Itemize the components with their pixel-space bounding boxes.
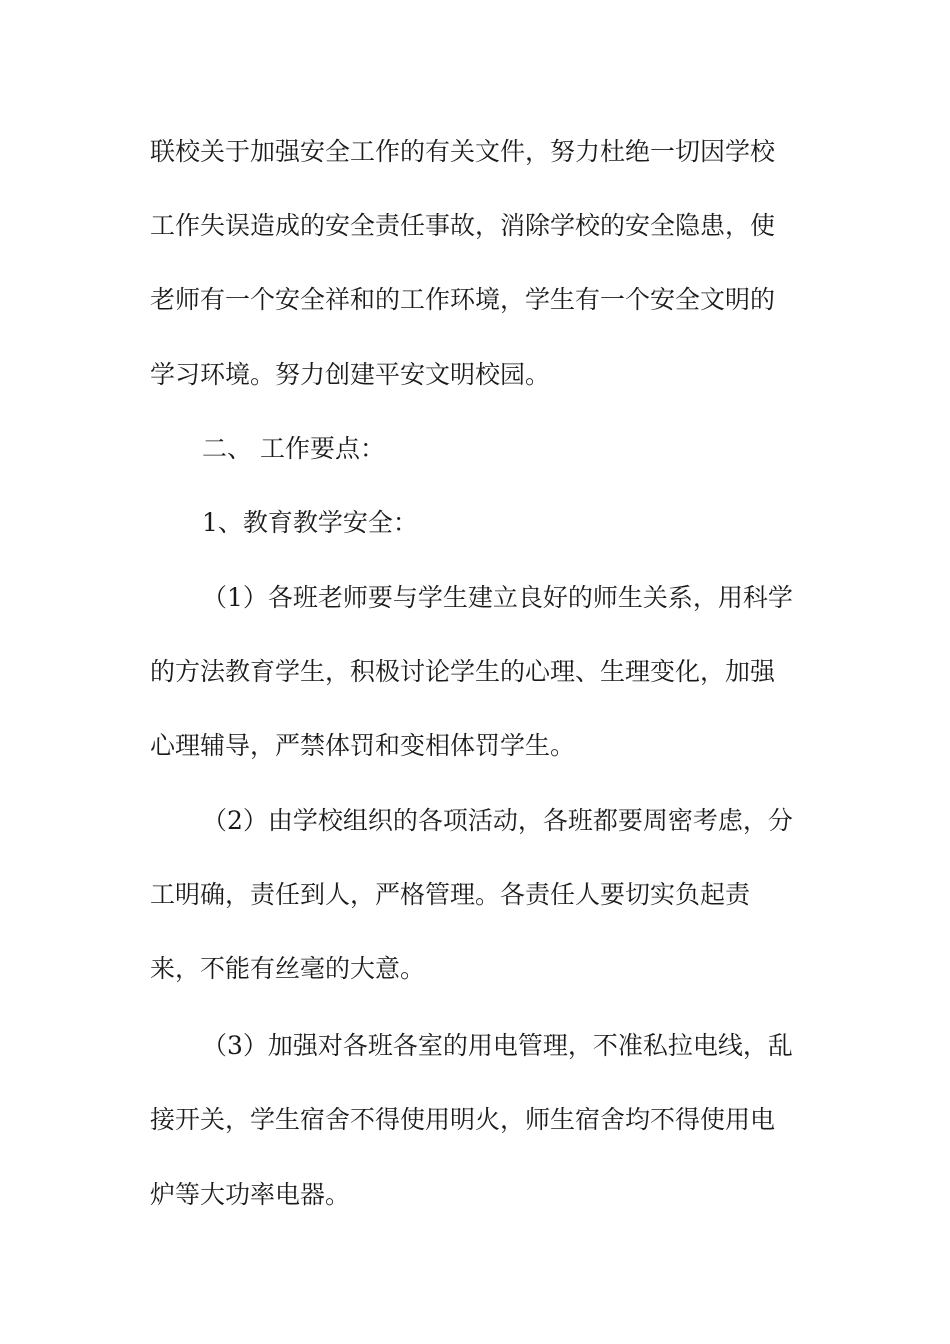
paragraph-line: 炉等大功率电器。 (150, 1180, 351, 1209)
paragraph-line: （1）各班老师要与学生建立良好的师生关系，用科学 (202, 583, 793, 612)
paragraph-line: 学习环境。努力创建平安文明校园。 (150, 360, 551, 389)
paragraph-line: 工作失误造成的安全责任事故，消除学校的安全隐患，使 (150, 211, 776, 240)
section-heading: 二、 工作要点： (202, 434, 385, 463)
paragraph-line: 联校关于加强安全工作的有关文件，努力杜绝一切因学校 (150, 137, 776, 166)
paragraph-line: 工明确，责任到人，严格管理。各责任人要切实负起责 (150, 880, 751, 909)
paragraph-line: 来，不能有丝毫的大意。 (150, 954, 426, 983)
paragraph-line: （2）由学校组织的各项活动，各班都要周密考虑，分 (202, 806, 793, 835)
paragraph-line: 的方法教育学生，积极讨论学生的心理、生理变化，加强 (150, 657, 776, 686)
paragraph-line: （3）加强对各班各室的用电管理，不准私拉电线，乱 (202, 1031, 793, 1060)
paragraph-line: 心理辅导，严禁体罚和变相体罚学生。 (150, 731, 576, 760)
subsection-heading: 1、教育教学安全： (202, 508, 418, 537)
paragraph-line: 接开关，学生宿舍不得使用明火，师生宿舍均不得使用电 (150, 1105, 776, 1134)
paragraph-line: 老师有一个安全祥和的工作环境，学生有一个安全文明的 (150, 285, 776, 314)
